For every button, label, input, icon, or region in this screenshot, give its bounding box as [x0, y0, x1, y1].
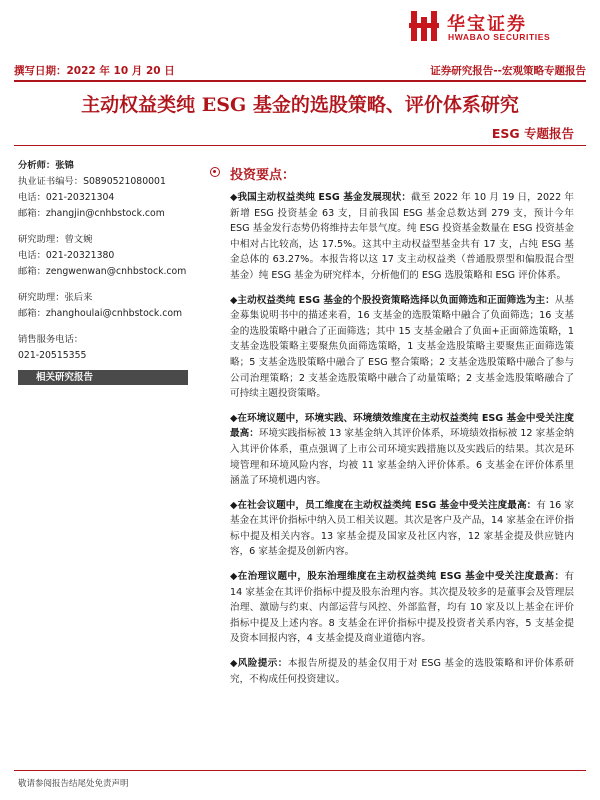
analyst-sidebar: [18, 158, 196, 385]
paragraph-lead: ◆主动权益类纯 ESG 基金的个股投资策略选择以负面筛选和正面筛选为主：: [230, 294, 555, 306]
title-divider: [14, 145, 586, 146]
report-date: 撰写日期：2022 年 10 月 20 日: [14, 65, 175, 77]
analyst-name: 分析师：张锦: [18, 160, 74, 171]
paragraph-body: 有 16 家基金在其评价指标中纳入员工相关议题。其次是客户及产品，14 家基金在评价指标中提及相关内容。13 家基金提及国家及社区内容，12 家基金提及供应链内容，6 家基金提及创新内容。: [230, 499, 574, 558]
related-reports-header: 相关研究报告: [18, 370, 188, 385]
paragraph-body: 本报告所提及的基金仅用于对 ESG 基金的选股策略和评价体系研究，不构成任何投资建议。: [230, 658, 574, 685]
highlight-paragraph: [230, 293, 574, 402]
meta-row: [14, 63, 586, 77]
highlight-paragraph: [230, 569, 574, 647]
assistant1-name: 研究助理：曾文婉: [18, 234, 93, 245]
paragraph-lead: ◆风险提示：: [230, 658, 288, 670]
paragraph-body: 环境实践指标被 13 家基金纳入其评价体系，环境绩效指标被 12 家基金纳入其评价体系，重点强调了上市公司环境实践措施以及实践后的结果。其次是环境管理和环境风险内容，均被 11 家基金纳入评价体系。6 支基金在评价体系里涵盖了环境机遇内容。: [230, 428, 575, 487]
paragraph-lead: ◆在环境议题中，环境实践、环境绩效维度在主动权益类纯 ESG 基金中受关注度最高：: [230, 412, 574, 440]
highlights-header: [210, 164, 574, 182]
header-divider: [14, 80, 586, 82]
main-content: [230, 164, 574, 696]
report-title: 主动权益类纯 ESG 基金的选股策略、评价体系研究: [81, 94, 519, 116]
highlight-paragraph: [230, 656, 574, 687]
report-category: 证券研究报告--宏观策略专题报告: [430, 65, 586, 77]
analyst-phone: 电话：021-20321304: [18, 192, 115, 203]
logo-text-en: HWABAO SECURITIES: [448, 32, 551, 42]
paragraph-body: 从基金募集说明书中的描述来看，16 支基金的选股策略中融合了负面筛选；16 支基金的选股策略中融合了正面筛选；其中 15 支基金融合了负面+正面筛选策略，1 支基金选股策略主要聚焦负面筛选策略，1 支基金选股策略主要聚焦正面筛选策略；5 支基金选股策略中融合了 ESG 整合策略；2 支基金选股策略中融合了参与公司治理策略；2 支基金选股策略中融合了动量策略；2 支基金选股策略融合了可持续主题投资策略。: [230, 294, 574, 400]
paragraph-lead: ◆在治理议题中，股东治理维度在主动权益类纯 ESG 基金中受关注度最高：: [230, 571, 565, 583]
sales-phone: 021-20515355: [18, 350, 87, 361]
analyst-cert: 执业证书编号：S0890521080001: [18, 176, 166, 187]
sales-phone-label: 销售服务电话：: [18, 334, 84, 345]
paragraph-lead: ◆我国主动权益类纯 ESG 基金发展现状：: [230, 192, 412, 203]
report-subtitle: ESG 专题报告: [491, 126, 574, 141]
highlight-paragraph: [230, 190, 574, 284]
footer-disclaimer: 敬请参阅报告结尾处免责声明: [18, 779, 129, 789]
assistant1-email: 邮箱：zengwenwan@cnhbstock.com: [18, 266, 187, 277]
paragraph-lead: ◆在社会议题中，员工维度在主动权益类纯 ESG 基金中受关注度最高：: [230, 499, 537, 511]
logo-text-cn: 华宝证券: [447, 14, 527, 35]
assistant2-name: 研究助理：张后来: [18, 292, 93, 303]
paragraph-body: 截至 2022 年 10 月 19 日，2022 年新增 ESG 投资基金 63 支，目前我国 ESG 基金总数达到 279 支，预计今年 ESG 基金发行态势仍将维持去年景气度。纯 ESG 投资基金数量在 ESG 投资基金中相对占比较高，达 17.5%。这其中主动权益型基金共有 17 支，占纯 ESG 基金总体的 63.27%。本报告将以这 17 支主动权益类（普通股票型和偏股混合型基金）纯 ESG 基金为研究样本，分析他们的 ESG 选股策略和 ESG 评价体系。: [230, 192, 574, 281]
analyst-email: 邮箱：zhangjin@cnhbstock.com: [18, 208, 165, 219]
highlights-title: 投资要点：: [230, 168, 296, 183]
target-icon: [210, 167, 220, 177]
highlight-paragraph: [230, 411, 574, 489]
hwabao-logo-icon: [407, 9, 441, 43]
footer-divider: [14, 770, 586, 771]
assistant1-phone: 电话：021-20321380: [18, 250, 115, 261]
assistant2-email: 邮箱：zhanghoulai@cnhbstock.com: [18, 308, 183, 319]
highlight-paragraph: [230, 498, 574, 560]
paragraph-body: 有 14 家基金在其评价指标中提及股东治理内容。其次提及较多的是董事会及管理层治理、激励与约束、内部运营与风控、外部监督，均有 10 家及以上基金在评价指标中提及上述内容。8 支基金在评价指标中提及投资者关系内容，5 支基金提及资本回报内容，4 支基金提及商业道德内容。: [230, 571, 574, 645]
company-logo: [407, 8, 577, 46]
